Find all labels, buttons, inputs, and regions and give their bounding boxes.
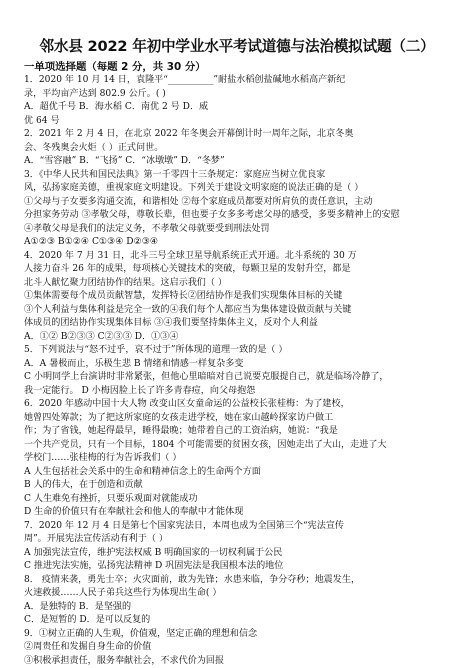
text-line: 火速救援……人民子弟兵这些行为体现出生命( ） [24,587,450,601]
text-line: A．超优千号 B．海水稻 C．南优 2 号 D．威 [24,101,450,115]
text-line: 学校门……张桂梅的行为告诉我们（ ） [24,452,450,466]
text-line: C 推进宪法实施，弘扬宪法精神 D 巩固宪法是我国根本法的地位 [24,560,450,574]
text-line: 北斗人献忆聚力团结协作的结果。这启示我们（ ） [24,277,450,291]
text-line: A①②③ B①②④ C①③④ D②③④ [24,236,450,250]
text-line: A．A 暑极而止，乐极生悲 B 情绪和情感一样复杂多变 [24,358,450,372]
text-line: 3．《中华人民共和国民法典》第一千零四十三条规定：家庭应当树立优良家 [24,169,450,183]
text-line: 优 64 号 [24,115,450,129]
text-line: C 人生难免有挫折，只要乐观面对就能成功 [24,493,450,507]
text-line: 我一定能行。 D 小梅因脸上长了许多青春痘，向父母抱怨 [24,385,450,399]
text-line: ④孝敬父母是我们的法定义务，不孝敬父母就要受到刑法处罚 [24,223,450,237]
text-line: ②周贵任和发掘自身生命的价值 [24,641,450,655]
text-line: 7．2020 年 12 月 4 日是第七个国家宪法日，本周也成为全国第三个“宪法宣传 [24,520,450,534]
text-line: 4．2020 年 7 月 31 日，北斗三号全球卫星导航系统正式开通。北斗系统的 30 万 [24,250,450,264]
text-line: A．①② B②③③ C②③③ D．①③④ [24,331,450,345]
text-line: ①父母与子女要多沟通交流，和谐相处 ②每个家庭成员都要对所肩负的责任意识，主动 [24,196,450,210]
text-line: 8． 疫情来袭，勇先士卒；火灾面前，敢为先锋；水患来临，争分夺秒；地震发生， [24,574,450,588]
text-line: 体成员的团结协作实现集体目标 ③④我们要坚持集体主义，反对个人利益 [24,317,450,331]
text-line: 周”。开展宪法宣传活动有利于（ ） [24,533,450,547]
text-line: C．是短暂的 D．是可以反复的 [24,614,450,628]
text-line: 分担家务劳动 ③孝敬父母，尊敬长辈，但也要子女多多考虑父母的感受，多要多精神上的安慰 [24,209,450,223]
text-line: 1．2020 年 10 月 14 日，袁隆平“__________”耐盐水稻创盐碱地水稻高产新纪 [24,74,450,88]
text-line: 6．2020 年感动中国十大人物 改变山区女童命运的公益校长张桂梅：为了建校， [24,398,450,412]
text-line: A．“雪容融” B．“飞扬” C．“冰墩墩” D．“冬梦” [24,155,450,169]
text-line: 人接力奋斗 26 年的成果，每项核心关键技术的突破，每颗卫星的发射升空，都是 [24,263,450,277]
text-line: ③个人利益与集体利益是完全一致的④我们每个人都应当为集体建设做贡献与关键 [24,304,450,318]
text-line: ③积极承担责任，服务奉献社会，不求代价为回报 [24,655,450,668]
text-line: A 人生包括社会关系中的生命和精神信念上的生命两个方面 [24,466,450,480]
text-line: 她曾四处筹款；为了把这所家庭的女孩走进学校，她在家山越岭探家访户做工 [24,412,450,426]
text-line: 会、冬残奥会火炬（ ）正式问世。 [24,142,450,156]
text-line: 2．2021 年 2 月 4 日，在北京 2022 年冬奥会开幕倒计时一周年之际，北京冬奥 [24,128,450,142]
page-title: 邻水县 2022 年初中学业水平考试道德与法治模拟试题（二） [24,38,450,56]
text-line: 录，平均亩产达到 802.9 公斤。( ) [24,88,450,102]
question-body [24,74,450,668]
text-line: 一个共产党员，只有一个目标，1804 个可能需要的贫困女孩，因她走出了大山，走进了大 [24,439,450,453]
text-line: 风，弘扬家庭美德，重视家庭文明建设。下列关于建设文明家庭的说法正确的是（ ） [24,182,450,196]
text-line: ①集体需要每个成员贡献智慧，发挥特长②团结协作是我们实现集体目标的关键 [24,290,450,304]
text-line: A 加强宪法宣传，维护宪法权威 B 明确国家的一切权利属于公民 [24,547,450,561]
text-line: B 人的伟大，在于创造和贡献 [24,479,450,493]
text-line: 作；为了省钱，她起得最早，睡得最晚；她带着自己的工资治病，她说：“我是 [24,425,450,439]
text-line: C 小明同学上台演讲时非常紧张，但他心里暗暗对自己说要克服提自己，就是临场冷静了， [24,371,450,385]
text-line: 5．下列说法与“怒不过乎，哀不过于”所体现的道理一致的是（ ） [24,344,450,358]
text-line: 9．①树立正确的人生观，价值观，坚定正确的理想和信念 [24,628,450,642]
section-heading: 一单项选择题（每题 2 分，共 30 分） [24,60,450,74]
text-line: D 生命的价值只有在奉献社会和他人的奉献中才能体现 [24,506,450,520]
text-line: A．是独特的 B．是坚强的 [24,601,450,615]
